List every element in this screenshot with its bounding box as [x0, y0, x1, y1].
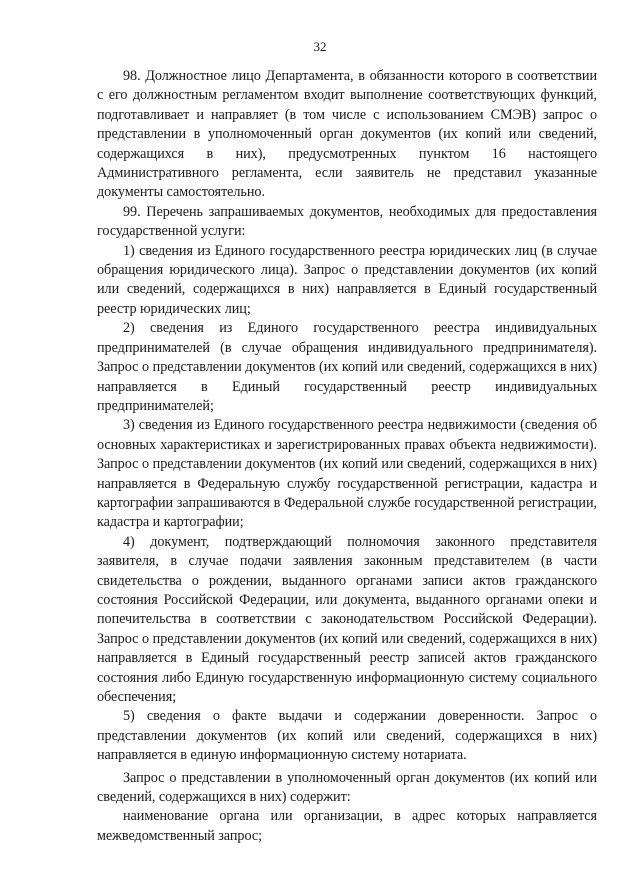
paragraph-99: 99. Перечень запрашиваемых документов, необходимых для предоставления государственной услуги: [97, 203, 597, 240]
list-item-3: 3) сведения из Единого государственного реестра недвижимости (сведения об основных характеристиках и зарегистрированных правах объекта недвижимости). Запрос о представлении документов (их копий или сведений, содержащихся в них) направляется в Федеральную службу государственной регистрации, кадастра и картографии запрашиваются в Федеральной службе государственной регистрации, кадастра и картографии; [97, 417, 597, 531]
list-item-1: 1) сведения из Единого государственного реестра юридических лиц (в случае обращения юридического лица). Запрос о представлении документов (их копий или сведений, содержащихся в них) направляется в Единый государственный реестр юридических лиц; [97, 242, 597, 317]
list-item-5: 5) сведения о факте выдачи и содержании доверенности. Запрос о представлении документов (их копий или сведений, содержащихся в них) направляется в единую информационную систему нотариата. [97, 708, 597, 764]
request-contents-intro: Запрос о представлении в уполномоченный орган документов (их копий или сведений, содержащихся в них) содержит: [97, 769, 597, 806]
document-body [97, 67, 597, 846]
list-item-4: 4) документ, подтверждающий полномочия законного представителя заявителя, в случае подачи заявления законным представителем (в части свидетельства о рождении, выданного органами записи актов гражданского состояния Российской Федерации, или документа, выданного органами опеки и попечительства в соответствии с законодательством Российской Федерации). Запрос о представлении документов (их копий или сведений, содержащихся в них) направляется в Единый государственный реестр записей актов гражданского состояния либо Единую государственную информационную систему социального обеспечения; [97, 533, 597, 705]
paragraph-98: 98. Должностное лицо Департамента, в обязанности которого в соответствии с его должностным регламентом входит выполнение соответствующих функций, подготавливает и направляет (в том числе с использованием СМЭВ) запрос о представлении в уполномоченный орган документов (их копий или сведений, содержащихся в них), предусмотренных пунктом 16 настоящего Административного регламента, если заявитель не представил указанные документы самостоятельно. [97, 68, 597, 201]
page-number: 32 [313, 39, 327, 54]
request-contents-item: наименование органа или организации, в адрес которых направляется межведомственный запрос; [97, 808, 597, 844]
list-item-2: 2) сведения из Единого государственного реестра индивидуальных предпринимателей (в случае обращения индивидуального предпринимателя). Запрос о представлении документов (их копий или сведений, содержащихся в них) направляется в Единый государственный реестр индивидуальных предпринимателей; [97, 320, 597, 414]
